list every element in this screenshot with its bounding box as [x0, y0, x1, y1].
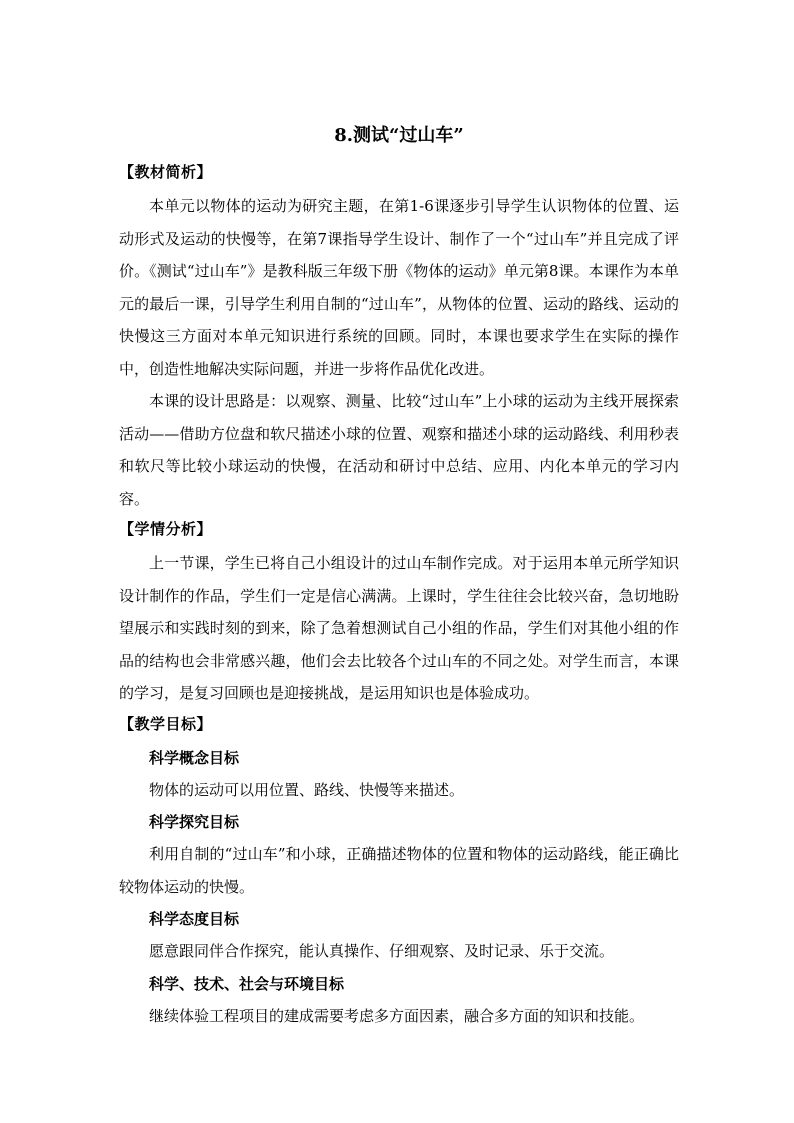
document-page: [119, 124, 679, 1032]
section-heading: 【教学目标】: [119, 714, 213, 733]
paragraph: 本单元以物体的运动为研究主题，在第1-6课逐步引导学生认识物体的位置、运动形式及运动的快慢等，在第7课指导学生设计、制作了一个“过山车”并且完成了评价。《测试“过山车”》是教科版三年级下册《物体的运动》单元第8课。本课作为本单元的最后一课，引导学生利用自制的“过山车”，从物体的位置、运动的路线、运动的快慢这三方面对本单元知识进行系统的回顾。同时，本课也要求学生在实际的操作中，创造性地解决实际问题，并进一步将作品优化改进。: [119, 197, 679, 378]
goal-subheading: 科学、技术、社会与环境目标: [149, 974, 345, 993]
goal-subheading: 科学概念目标: [149, 748, 240, 767]
goal-text: 利用自制的“过山车”和小球，正确描述物体的位置和物体的运动路线，能正确比较物体运动的快慢。: [119, 845, 679, 896]
section-teaching-goals: [119, 712, 679, 1033]
section-heading: 【教材简析】: [119, 163, 213, 181]
paragraph: 本课的设计思路是：以观察、测量、比较“过山车”上小球的运动为主线开展探索活动——借助方位盘和软尺描述小球的位置、观察和描述小球的运动路线、利用秒表和软尺等比较小球运动的快慢，在活动和研讨中总结、应用、内化本单元的学习内容。: [119, 392, 679, 508]
section-student-analysis: [119, 517, 679, 710]
document-title: 8.测试“过山车”: [334, 125, 464, 146]
goal-text: 愿意跟同伴合作探究，能认真操作、仔细观察、及时记录、乐于交流。: [149, 942, 615, 960]
goal-subheading: 科学探究目标: [149, 813, 240, 831]
paragraph: 上一节课，学生已将自己小组设计的过山车制作完成。对于运用本单元所学知识设计制作的作品，学生们一定是信心满满。上课时，学生往往会比较兴奋，急切地盼望展示和实践时刻的到来，除了急着想测试自己小组的作品，学生们对其他小组的作品的结构也会非常感兴趣，他们会去比较各个过山车的不同之处。对学生而言，本课的学习，是复习回顾也是迎接挑战，是运用知识也是体验成功。: [119, 554, 679, 702]
goal-subheading: 科学态度目标: [149, 910, 240, 928]
goal-text: 物体的运动可以用位置、路线、快慢等来描述。: [149, 780, 465, 799]
goal-text: 继续体验工程项目的建成需要考虑多方面因素，融合多方面的知识和技能。: [149, 1006, 645, 1025]
section-heading: 【学情分析】: [119, 520, 213, 538]
section-textbook-analysis: [119, 160, 679, 515]
